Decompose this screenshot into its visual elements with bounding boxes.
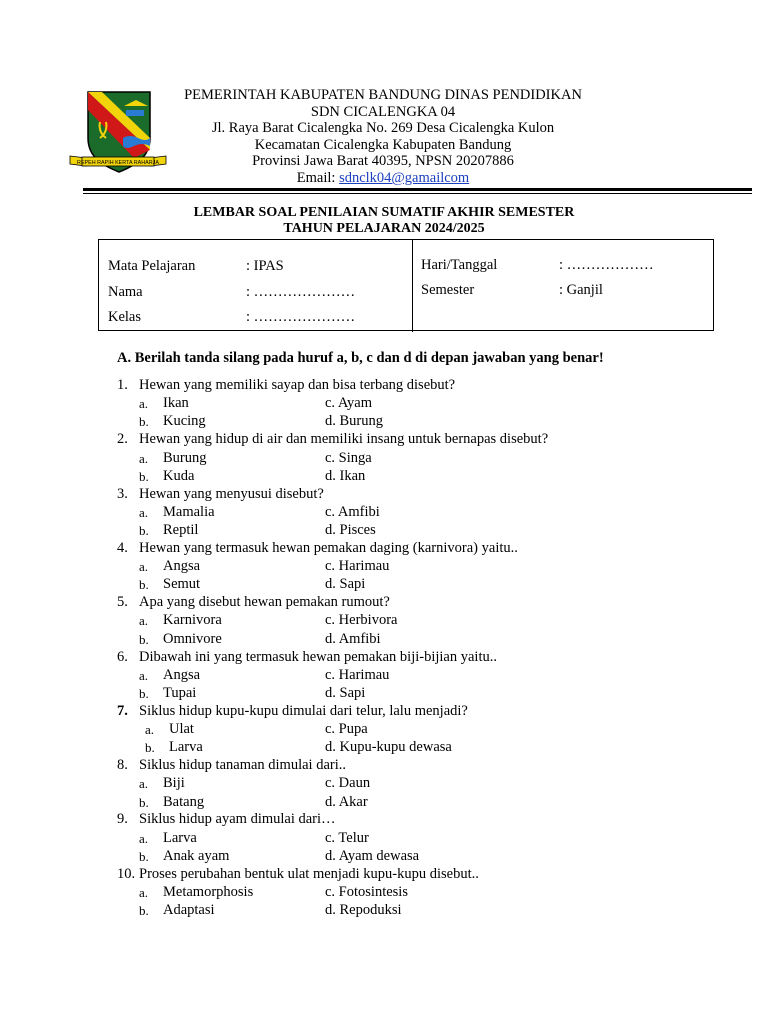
header-rule-thin	[83, 193, 752, 194]
option-text: Burung	[163, 449, 207, 466]
option-letter: b.	[139, 848, 149, 864]
option-letter: b.	[145, 740, 155, 756]
option-text: Metamorphosis	[163, 883, 254, 900]
section-a-instruction: A. Berilah tanda silang pada huruf a, b, c dan d di depan jawaban yang benar!	[117, 350, 604, 366]
option-letter: b.	[139, 903, 149, 919]
email-label: Email:	[296, 169, 340, 186]
document-title	[90, 205, 678, 237]
option-text: Mamalia	[163, 503, 215, 520]
question-number: 8.	[117, 757, 128, 774]
option-letter: a.	[145, 722, 155, 737]
option-text: Batang	[163, 793, 205, 810]
question-number: 2.	[117, 431, 128, 448]
option-d[interactable]: d. Ikan	[325, 467, 366, 484]
name-value: : …………………	[246, 284, 356, 300]
option-letter: b.	[139, 631, 149, 647]
date-label: Hari/Tanggal	[421, 257, 498, 273]
question-number: 9.	[117, 811, 128, 828]
option-letter: a.	[139, 884, 149, 900]
option-d[interactable]: d. Pisces	[325, 522, 376, 538]
option-c[interactable]: c. Singa	[325, 449, 372, 466]
question-number: 6.	[117, 648, 128, 665]
option-c[interactable]: c. Ayam	[325, 395, 372, 412]
question-text: Hewan yang hidup di air dan memiliki insang untuk bernapas disebut?	[139, 431, 549, 448]
option-d[interactable]: d. Sapi	[325, 684, 366, 701]
option-letter: a.	[139, 830, 149, 846]
option-text: Semut	[163, 576, 201, 593]
option-d[interactable]: d. Burung	[325, 413, 383, 430]
option-text: Ulat	[169, 721, 194, 737]
option-letter: b.	[139, 685, 149, 701]
question-number: 1.	[117, 377, 128, 393]
option-c[interactable]: c. Daun	[325, 775, 371, 792]
school-district: Kecamatan Cicalengka Kabupaten Bandung	[254, 136, 512, 153]
svg-text:REPEH RAPIH KERTA RAHARJA: REPEH RAPIH KERTA RAHARJA	[77, 160, 159, 166]
title-line-1: LEMBAR SOAL PENILAIAN SUMATIF AKHIR SEMESTER	[193, 205, 575, 220]
option-text: Karnivora	[163, 612, 222, 629]
option-text: Reptil	[163, 522, 199, 538]
option-text: Adaptasi	[163, 902, 215, 919]
option-d[interactable]: d. Sapi	[325, 576, 366, 593]
option-letter: a.	[139, 776, 149, 792]
option-c[interactable]: c. Herbivora	[325, 612, 398, 629]
option-c[interactable]: c. Telur	[325, 829, 369, 846]
school-email-line	[150, 170, 616, 187]
letterhead	[150, 87, 616, 187]
option-text: Ikan	[163, 395, 189, 412]
option-d[interactable]: d. Repoduksi	[325, 902, 402, 919]
semester-label: Semester	[421, 282, 475, 298]
option-letter: b.	[139, 414, 149, 430]
option-text: Angsa	[163, 558, 201, 575]
question-text: Proses perubahan bentuk ulat menjadi kupu-kupu disebut..	[139, 865, 479, 882]
question-text: Hewan yang memiliki sayap dan bisa terbang disebut?	[139, 377, 456, 393]
option-letter: a.	[139, 396, 149, 412]
option-text: Omnivore	[163, 630, 222, 647]
option-c[interactable]: c. Harimau	[325, 666, 390, 683]
option-c[interactable]: c. Amfibi	[325, 503, 380, 520]
identity-box	[98, 239, 714, 331]
option-letter: b.	[139, 794, 149, 810]
question-number: 10.	[117, 865, 136, 882]
option-letter: a.	[139, 667, 149, 683]
class-label: Kelas	[108, 309, 142, 325]
option-c[interactable]: c. Harimau	[325, 558, 390, 575]
subject-value: : IPAS	[246, 258, 284, 274]
option-text: Angsa	[163, 666, 201, 683]
header-rule	[83, 188, 752, 191]
option-d[interactable]: d. Ayam dewasa	[325, 847, 420, 864]
option-letter: b.	[139, 468, 149, 484]
question-text: Apa yang disebut hewan pemakan rumout?	[139, 594, 390, 611]
option-text: Larva	[163, 829, 197, 846]
subject-label: Mata Pelajaran	[108, 258, 196, 274]
option-letter: a.	[139, 504, 149, 520]
name-label: Nama	[108, 284, 143, 300]
option-d[interactable]: d. Akar	[325, 793, 368, 810]
option-letter: b.	[139, 523, 149, 538]
question-text: Hewan yang termasuk hewan pemakan daging (karnivora) yaitu..	[139, 539, 518, 556]
option-text: Kuda	[163, 467, 195, 484]
option-d[interactable]: d. Amfibi	[325, 630, 381, 647]
class-value: : …………………	[246, 309, 356, 325]
option-text: Biji	[163, 775, 185, 792]
question-text: Dibawah ini yang termasuk hewan pemakan biji-bijian yaitu..	[139, 648, 497, 665]
identity-box-divider	[412, 240, 413, 332]
school-province: Provinsi Jawa Barat 40395, NPSN 20207886	[252, 153, 514, 170]
option-text: Larva	[169, 739, 203, 756]
date-value: : ………………	[559, 257, 654, 273]
option-c[interactable]: c. Pupa	[325, 721, 368, 737]
option-letter: a.	[139, 559, 149, 575]
option-letter: b.	[139, 577, 149, 593]
question-number: 3.	[117, 485, 128, 502]
question-text: Siklus hidup ayam dimulai dari…	[139, 811, 336, 828]
school-name: SDN CICALENGKA 04	[310, 103, 456, 120]
letterhead-line: PEMERINTAH KABUPATEN BANDUNG DINAS PENDIDIKAN	[184, 87, 582, 103]
option-letter: a.	[139, 450, 149, 466]
question-number: 4.	[117, 539, 128, 556]
question-number: 7.	[117, 702, 128, 719]
option-c[interactable]: c. Fotosintesis	[325, 883, 408, 900]
title-line-2: TAHUN PELAJARAN 2024/2025	[283, 221, 485, 236]
school-address: Jl. Raya Barat Cicalengka No. 269 Desa Cicalengka Kulon	[211, 120, 555, 137]
option-d[interactable]: d. Kupu-kupu dewasa	[325, 739, 452, 756]
email-link[interactable]: sdnclk04@gamailcom	[339, 169, 470, 186]
option-text: Anak ayam	[163, 847, 230, 864]
option-text: Kucing	[163, 413, 206, 430]
question-number: 5.	[117, 594, 128, 611]
question-text: Hewan yang menyusui disebut?	[139, 485, 324, 502]
option-text: Tupai	[163, 684, 197, 701]
semester-value: : Ganjil	[559, 282, 603, 298]
option-letter: a.	[139, 613, 149, 629]
question-text: Siklus hidup kupu-kupu dimulai dari telur, lalu menjadi?	[139, 702, 468, 719]
question-text: Siklus hidup tanaman dimulai dari..	[139, 757, 347, 774]
